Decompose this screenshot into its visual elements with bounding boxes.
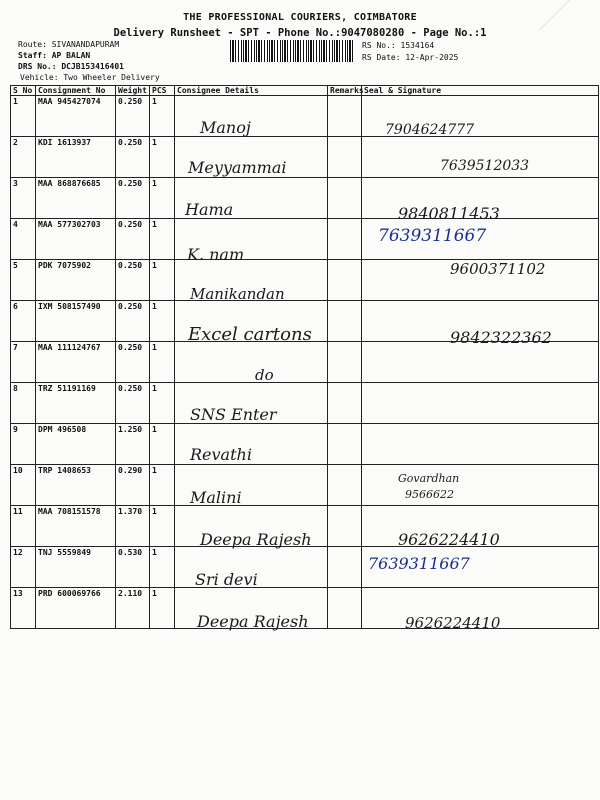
cell-consignee-details [175, 96, 328, 137]
cell-sno: 11 [11, 506, 36, 547]
col-header-consignment: Consignment No [36, 86, 116, 96]
col-header-consignee: Consignee Details [175, 86, 328, 96]
cell-remarks [328, 96, 362, 137]
cell-sno: 12 [11, 547, 36, 588]
cell-weight: 0.250 [116, 96, 150, 137]
rs-number: RS No.: 1534164 [362, 41, 435, 50]
cell-weight: 0.250 [116, 383, 150, 424]
table-row [11, 342, 599, 383]
handwritten-phone: 9626224410 [405, 614, 501, 632]
handwritten-phone: 7904624777 [385, 122, 475, 138]
handwritten-name: Manikandan [190, 285, 285, 303]
cell-remarks [328, 260, 362, 301]
handwritten-phone: 9626224410 [398, 530, 500, 549]
cell-pcs: 1 [150, 342, 175, 383]
cell-pcs: 1 [150, 383, 175, 424]
cell-consignee-details [175, 342, 328, 383]
rs-date: RS Date: 12-Apr-2025 [362, 53, 459, 62]
cell-consignment-no: IXM 508157490 [36, 301, 116, 342]
cell-weight: 0.250 [116, 342, 150, 383]
col-header-seal: Seal & Signature [362, 86, 599, 96]
handwritten-phone: 9566622 [405, 488, 454, 501]
cell-sno: 10 [11, 465, 36, 506]
handwritten-name: Malini [190, 488, 242, 507]
handwritten-note: Govardhan [398, 472, 460, 485]
cell-weight: 0.250 [116, 178, 150, 219]
cell-seal-signature [362, 424, 599, 465]
handwritten-phone: 9600371102 [450, 260, 546, 278]
table-row [11, 547, 599, 588]
cell-weight: 0.530 [116, 547, 150, 588]
cell-sno: 7 [11, 342, 36, 383]
cell-consignment-no: MAA 868876685 [36, 178, 116, 219]
cell-consignment-no: PRD 600069766 [36, 588, 116, 629]
staff-label: Staff: AP BALAN [18, 51, 91, 60]
col-header-pcs: PCS [150, 86, 175, 96]
handwritten-name: K. nam [187, 245, 245, 264]
cell-consignment-no: TNJ 5559849 [36, 547, 116, 588]
cell-remarks [328, 301, 362, 342]
handwritten-name: Hama [185, 200, 234, 219]
cell-consignment-no: MAA 945427074 [36, 96, 116, 137]
cell-weight: 2.110 [116, 588, 150, 629]
cell-pcs: 1 [150, 219, 175, 260]
handwritten-name: Revathi [190, 445, 252, 464]
cell-sno: 1 [11, 96, 36, 137]
table-row [11, 465, 599, 506]
handwritten-phone: 9842322362 [450, 328, 552, 347]
table-row [11, 96, 599, 137]
handwritten-name: Excel cartons [188, 324, 312, 345]
cell-pcs: 1 [150, 465, 175, 506]
cell-sno: 5 [11, 260, 36, 301]
cell-pcs: 1 [150, 137, 175, 178]
cell-sno: 4 [11, 219, 36, 260]
handwritten-name: Meyyammai [188, 158, 287, 177]
cell-consignment-no: TRZ 51191169 [36, 383, 116, 424]
cell-pcs: 1 [150, 178, 175, 219]
table-row [11, 219, 599, 260]
table-row [11, 383, 599, 424]
cell-remarks [328, 547, 362, 588]
cell-weight: 1.370 [116, 506, 150, 547]
cell-remarks [328, 424, 362, 465]
handwritten-name: Sri devi [195, 570, 258, 589]
cell-weight: 1.250 [116, 424, 150, 465]
cell-pcs: 1 [150, 547, 175, 588]
vehicle-label: Vehicle: Two Wheeler Delivery [20, 73, 160, 82]
cell-consignment-no: MAA 708151578 [36, 506, 116, 547]
cell-pcs: 1 [150, 424, 175, 465]
table-row [11, 178, 599, 219]
cell-pcs: 1 [150, 506, 175, 547]
cell-sno: 13 [11, 588, 36, 629]
cell-pcs: 1 [150, 301, 175, 342]
handwritten-name: Deepa Rajesh [197, 612, 309, 631]
cell-consignment-no: MAA 111124767 [36, 342, 116, 383]
cell-weight: 0.250 [116, 219, 150, 260]
cell-seal-signature [362, 383, 599, 424]
drs-label: DRS No.: DCJB153416401 [18, 62, 124, 71]
cell-remarks [328, 342, 362, 383]
cell-pcs: 1 [150, 96, 175, 137]
cell-sno: 3 [11, 178, 36, 219]
cell-remarks [328, 219, 362, 260]
cell-consignment-no: PDK 7075902 [36, 260, 116, 301]
handwritten-phone: 9840811453 [398, 204, 500, 223]
handwritten-name: Deepa Rajesh [200, 530, 312, 549]
company-title: THE PROFESSIONAL COURIERS, COIMBATORE [183, 12, 417, 23]
cell-sno: 8 [11, 383, 36, 424]
cell-sno: 9 [11, 424, 36, 465]
handwritten-ditto: do [255, 366, 274, 384]
cell-weight: 0.250 [116, 137, 150, 178]
handwritten-name: Manoj [200, 118, 251, 137]
cell-weight: 0.250 [116, 301, 150, 342]
handwritten-name: SNS Enter [190, 405, 277, 424]
table-row [11, 424, 599, 465]
cell-remarks [328, 465, 362, 506]
cell-sno: 6 [11, 301, 36, 342]
cell-remarks [328, 506, 362, 547]
handwritten-phone: 7639311667 [368, 554, 470, 573]
cell-consignment-no: MAA 577302703 [36, 219, 116, 260]
col-header-sno: S No [11, 86, 36, 96]
cell-seal-signature [362, 342, 599, 383]
col-header-weight: Weight [116, 86, 150, 96]
col-header-remarks: Remarks [328, 86, 362, 96]
cell-consignment-no: TRP 1408653 [36, 465, 116, 506]
runsheet-subtitle: Delivery Runsheet - SPT - Phone No.:9047080280 - Page No.:1 [113, 27, 487, 39]
route-label: Route: SIVANANDAPURAM [18, 40, 120, 49]
table-header-row [11, 86, 599, 96]
cell-remarks [328, 383, 362, 424]
cell-weight: 0.290 [116, 465, 150, 506]
cell-consignment-no: DPM 496508 [36, 424, 116, 465]
cell-seal-signature [362, 465, 599, 506]
barcode-image [230, 40, 354, 62]
cell-remarks [328, 178, 362, 219]
cell-pcs: 1 [150, 260, 175, 301]
handwritten-phone: 7639311667 [378, 226, 487, 246]
handwritten-phone: 7639512033 [440, 158, 530, 174]
cell-remarks [328, 588, 362, 629]
cell-consignment-no: KDI 1613937 [36, 137, 116, 178]
cell-weight: 0.250 [116, 260, 150, 301]
cell-pcs: 1 [150, 588, 175, 629]
cell-remarks [328, 137, 362, 178]
cell-sno: 2 [11, 137, 36, 178]
